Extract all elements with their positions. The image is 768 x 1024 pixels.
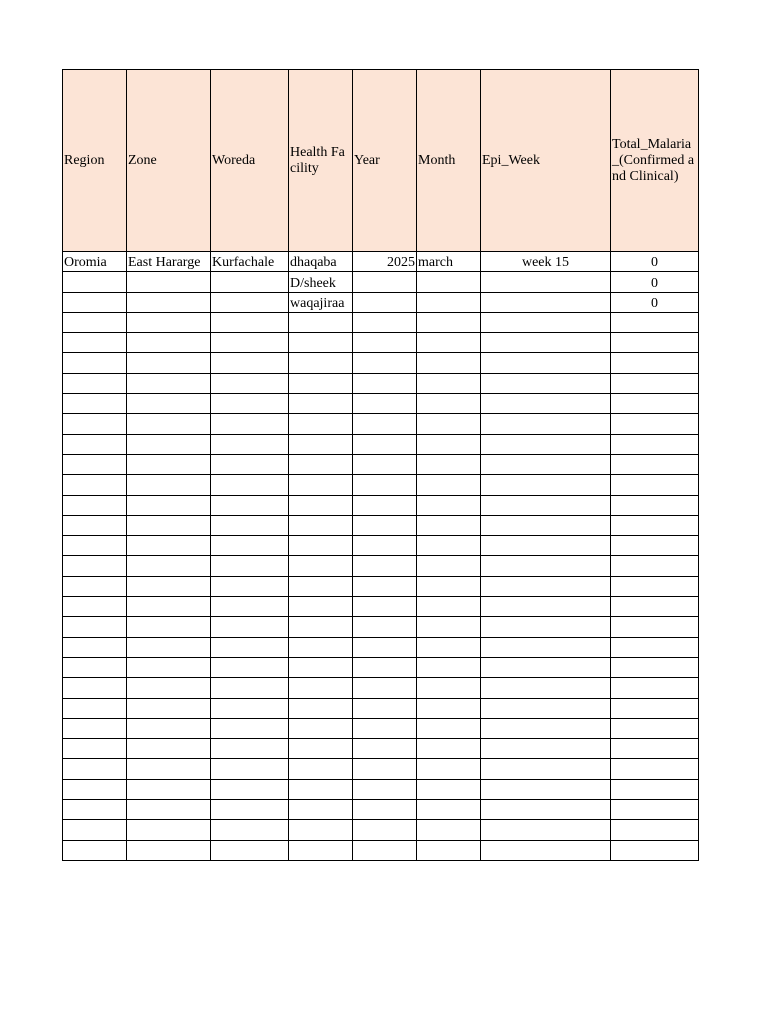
empty-cell[interactable] bbox=[289, 840, 353, 860]
cell-health-facility[interactable]: D/sheek bbox=[289, 272, 353, 292]
table-body bbox=[63, 252, 699, 861]
table-row bbox=[63, 657, 699, 677]
empty-cell[interactable] bbox=[211, 353, 289, 373]
empty-cell[interactable] bbox=[611, 556, 699, 576]
empty-cell[interactable] bbox=[211, 312, 289, 332]
empty-cell[interactable] bbox=[289, 394, 353, 414]
cell-region[interactable] bbox=[63, 272, 127, 292]
header-total-malaria[interactable]: Total_Malaria_(Confirmed and Clinical) bbox=[611, 70, 699, 252]
table-row bbox=[63, 536, 699, 556]
empty-cell[interactable] bbox=[211, 373, 289, 393]
empty-cell[interactable] bbox=[63, 333, 127, 353]
empty-cell[interactable] bbox=[353, 576, 417, 596]
empty-cell[interactable] bbox=[211, 495, 289, 515]
empty-cell[interactable] bbox=[127, 779, 211, 799]
empty-cell[interactable] bbox=[417, 373, 481, 393]
table-row bbox=[63, 272, 699, 292]
empty-cell[interactable] bbox=[63, 475, 127, 495]
table-row bbox=[63, 678, 699, 698]
empty-cell[interactable] bbox=[417, 536, 481, 556]
empty-cell[interactable] bbox=[63, 637, 127, 657]
empty-cell[interactable] bbox=[63, 515, 127, 535]
empty-cell[interactable] bbox=[289, 576, 353, 596]
cell-year[interactable] bbox=[353, 292, 417, 312]
empty-cell[interactable] bbox=[353, 353, 417, 373]
empty-cell[interactable] bbox=[353, 759, 417, 779]
empty-cell[interactable] bbox=[63, 434, 127, 454]
cell-epi-week[interactable] bbox=[481, 292, 611, 312]
empty-cell[interactable] bbox=[611, 657, 699, 677]
empty-cell[interactable] bbox=[481, 434, 611, 454]
empty-cell[interactable] bbox=[63, 840, 127, 860]
empty-cell[interactable] bbox=[353, 678, 417, 698]
empty-cell[interactable] bbox=[481, 475, 611, 495]
table-row bbox=[63, 353, 699, 373]
empty-cell[interactable] bbox=[289, 678, 353, 698]
empty-cell[interactable] bbox=[211, 434, 289, 454]
table-row bbox=[63, 739, 699, 759]
table-row bbox=[63, 373, 699, 393]
empty-cell[interactable] bbox=[289, 312, 353, 332]
empty-cell[interactable] bbox=[611, 454, 699, 474]
empty-cell[interactable] bbox=[481, 800, 611, 820]
empty-cell[interactable] bbox=[481, 637, 611, 657]
empty-cell[interactable] bbox=[611, 820, 699, 840]
empty-cell[interactable] bbox=[417, 779, 481, 799]
empty-cell[interactable] bbox=[611, 495, 699, 515]
empty-cell[interactable] bbox=[211, 718, 289, 738]
header-epi-week[interactable]: Epi_Week bbox=[481, 70, 611, 252]
empty-cell[interactable] bbox=[211, 536, 289, 556]
empty-cell[interactable] bbox=[417, 840, 481, 860]
empty-cell[interactable] bbox=[289, 495, 353, 515]
empty-cell[interactable] bbox=[289, 597, 353, 617]
empty-cell[interactable] bbox=[417, 576, 481, 596]
empty-cell[interactable] bbox=[289, 820, 353, 840]
empty-cell[interactable] bbox=[127, 414, 211, 434]
empty-cell[interactable] bbox=[211, 840, 289, 860]
empty-cell[interactable] bbox=[289, 800, 353, 820]
empty-cell[interactable] bbox=[127, 556, 211, 576]
table-row bbox=[63, 820, 699, 840]
empty-cell[interactable] bbox=[289, 333, 353, 353]
empty-cell[interactable] bbox=[353, 373, 417, 393]
empty-cell[interactable] bbox=[481, 779, 611, 799]
table-row bbox=[63, 617, 699, 637]
empty-cell[interactable] bbox=[63, 414, 127, 434]
empty-cell[interactable] bbox=[417, 556, 481, 576]
empty-cell[interactable] bbox=[289, 698, 353, 718]
empty-cell[interactable] bbox=[127, 475, 211, 495]
empty-cell[interactable] bbox=[611, 576, 699, 596]
empty-cell[interactable] bbox=[289, 617, 353, 637]
empty-cell[interactable] bbox=[417, 434, 481, 454]
empty-cell[interactable] bbox=[481, 597, 611, 617]
empty-cell[interactable] bbox=[63, 454, 127, 474]
cell-region[interactable]: Oromia bbox=[63, 252, 127, 272]
empty-cell[interactable] bbox=[127, 454, 211, 474]
empty-cell[interactable] bbox=[127, 617, 211, 637]
empty-cell[interactable] bbox=[611, 678, 699, 698]
empty-cell[interactable] bbox=[417, 597, 481, 617]
empty-cell[interactable] bbox=[211, 597, 289, 617]
empty-cell[interactable] bbox=[611, 312, 699, 332]
empty-cell[interactable] bbox=[63, 800, 127, 820]
empty-cell[interactable] bbox=[63, 698, 127, 718]
empty-cell[interactable] bbox=[481, 495, 611, 515]
empty-cell[interactable] bbox=[353, 698, 417, 718]
empty-cell[interactable] bbox=[417, 333, 481, 353]
empty-cell[interactable] bbox=[127, 820, 211, 840]
empty-cell[interactable] bbox=[127, 759, 211, 779]
empty-cell[interactable] bbox=[353, 657, 417, 677]
empty-cell[interactable] bbox=[211, 576, 289, 596]
empty-cell[interactable] bbox=[63, 597, 127, 617]
empty-cell[interactable] bbox=[353, 617, 417, 637]
empty-cell[interactable] bbox=[417, 414, 481, 434]
table-row bbox=[63, 495, 699, 515]
empty-cell[interactable] bbox=[289, 739, 353, 759]
empty-cell[interactable] bbox=[353, 820, 417, 840]
cell-region[interactable] bbox=[63, 292, 127, 312]
empty-cell[interactable] bbox=[127, 800, 211, 820]
empty-cell[interactable] bbox=[611, 414, 699, 434]
empty-cell[interactable] bbox=[481, 312, 611, 332]
empty-cell[interactable] bbox=[481, 657, 611, 677]
empty-cell[interactable] bbox=[63, 394, 127, 414]
empty-cell[interactable] bbox=[127, 333, 211, 353]
table-row bbox=[63, 718, 699, 738]
empty-cell[interactable] bbox=[211, 515, 289, 535]
empty-cell[interactable] bbox=[353, 333, 417, 353]
empty-cell[interactable] bbox=[211, 333, 289, 353]
table-row bbox=[63, 698, 699, 718]
empty-cell[interactable] bbox=[211, 556, 289, 576]
empty-cell[interactable] bbox=[611, 698, 699, 718]
empty-cell[interactable] bbox=[127, 495, 211, 515]
empty-cell[interactable] bbox=[353, 434, 417, 454]
empty-cell[interactable] bbox=[611, 759, 699, 779]
empty-cell[interactable] bbox=[289, 515, 353, 535]
empty-cell[interactable] bbox=[127, 840, 211, 860]
empty-cell[interactable] bbox=[289, 454, 353, 474]
empty-cell[interactable] bbox=[211, 454, 289, 474]
cell-month[interactable] bbox=[417, 292, 481, 312]
cell-zone[interactable]: East Hararge bbox=[127, 252, 211, 272]
table-row bbox=[63, 556, 699, 576]
empty-cell[interactable] bbox=[481, 333, 611, 353]
empty-cell[interactable] bbox=[63, 373, 127, 393]
empty-cell[interactable] bbox=[481, 454, 611, 474]
empty-cell[interactable] bbox=[353, 536, 417, 556]
cell-month[interactable]: march bbox=[417, 252, 481, 272]
empty-cell[interactable] bbox=[289, 718, 353, 738]
empty-cell[interactable] bbox=[289, 414, 353, 434]
empty-cell[interactable] bbox=[353, 637, 417, 657]
empty-cell[interactable] bbox=[353, 475, 417, 495]
empty-cell[interactable] bbox=[417, 475, 481, 495]
cell-woreda[interactable] bbox=[211, 292, 289, 312]
cell-year[interactable]: 2025 bbox=[353, 252, 417, 272]
cell-zone[interactable] bbox=[127, 272, 211, 292]
empty-cell[interactable] bbox=[211, 394, 289, 414]
empty-cell[interactable] bbox=[211, 759, 289, 779]
empty-cell[interactable] bbox=[211, 678, 289, 698]
empty-cell[interactable] bbox=[63, 495, 127, 515]
header-region[interactable]: Region bbox=[63, 70, 127, 252]
empty-cell[interactable] bbox=[481, 373, 611, 393]
empty-cell[interactable] bbox=[289, 759, 353, 779]
table-row bbox=[63, 333, 699, 353]
empty-cell[interactable] bbox=[63, 739, 127, 759]
empty-cell[interactable] bbox=[417, 739, 481, 759]
malaria-report-table bbox=[62, 69, 699, 861]
empty-cell[interactable] bbox=[417, 617, 481, 637]
empty-cell[interactable] bbox=[127, 353, 211, 373]
table-row bbox=[63, 414, 699, 434]
table-row bbox=[63, 475, 699, 495]
empty-cell[interactable] bbox=[417, 820, 481, 840]
empty-cell[interactable] bbox=[127, 515, 211, 535]
empty-cell[interactable] bbox=[611, 739, 699, 759]
empty-cell[interactable] bbox=[211, 739, 289, 759]
table-row bbox=[63, 759, 699, 779]
table-row bbox=[63, 840, 699, 860]
empty-cell[interactable] bbox=[289, 434, 353, 454]
cell-woreda[interactable]: Kurfachale bbox=[211, 252, 289, 272]
table-row bbox=[63, 394, 699, 414]
empty-cell[interactable] bbox=[417, 698, 481, 718]
empty-cell[interactable] bbox=[481, 394, 611, 414]
empty-cell[interactable] bbox=[353, 312, 417, 332]
empty-cell[interactable] bbox=[353, 718, 417, 738]
empty-cell[interactable] bbox=[481, 515, 611, 535]
empty-cell[interactable] bbox=[417, 515, 481, 535]
empty-cell[interactable] bbox=[353, 454, 417, 474]
table-row bbox=[63, 515, 699, 535]
empty-cell[interactable] bbox=[353, 414, 417, 434]
cell-epi-week[interactable] bbox=[481, 272, 611, 292]
empty-cell[interactable] bbox=[127, 698, 211, 718]
cell-epi-week[interactable]: week 15 bbox=[481, 252, 611, 272]
empty-cell[interactable] bbox=[353, 495, 417, 515]
empty-cell[interactable] bbox=[611, 333, 699, 353]
empty-cell[interactable] bbox=[63, 779, 127, 799]
empty-cell[interactable] bbox=[289, 779, 353, 799]
empty-cell[interactable] bbox=[289, 657, 353, 677]
empty-cell[interactable] bbox=[63, 353, 127, 373]
empty-cell[interactable] bbox=[63, 657, 127, 677]
header-row bbox=[63, 70, 699, 252]
spreadsheet-page bbox=[62, 69, 698, 861]
empty-cell[interactable] bbox=[63, 820, 127, 840]
empty-cell[interactable] bbox=[211, 779, 289, 799]
empty-cell[interactable] bbox=[611, 373, 699, 393]
empty-cell[interactable] bbox=[63, 678, 127, 698]
empty-cell[interactable] bbox=[127, 576, 211, 596]
cell-zone[interactable] bbox=[127, 292, 211, 312]
table-row bbox=[63, 576, 699, 596]
table-row bbox=[63, 312, 699, 332]
empty-cell[interactable] bbox=[481, 678, 611, 698]
empty-cell[interactable] bbox=[481, 739, 611, 759]
cell-month[interactable] bbox=[417, 272, 481, 292]
empty-cell[interactable] bbox=[481, 840, 611, 860]
empty-cell[interactable] bbox=[127, 434, 211, 454]
cell-woreda[interactable] bbox=[211, 272, 289, 292]
empty-cell[interactable] bbox=[611, 434, 699, 454]
empty-cell[interactable] bbox=[417, 657, 481, 677]
empty-cell[interactable] bbox=[611, 779, 699, 799]
empty-cell[interactable] bbox=[127, 536, 211, 556]
empty-cell[interactable] bbox=[211, 698, 289, 718]
empty-cell[interactable] bbox=[63, 556, 127, 576]
empty-cell[interactable] bbox=[353, 739, 417, 759]
empty-cell[interactable] bbox=[127, 718, 211, 738]
empty-cell[interactable] bbox=[611, 353, 699, 373]
empty-cell[interactable] bbox=[63, 759, 127, 779]
cell-year[interactable] bbox=[353, 272, 417, 292]
empty-cell[interactable] bbox=[611, 536, 699, 556]
empty-cell[interactable] bbox=[353, 515, 417, 535]
empty-cell[interactable] bbox=[211, 617, 289, 637]
empty-cell[interactable] bbox=[481, 536, 611, 556]
empty-cell[interactable] bbox=[417, 353, 481, 373]
empty-cell[interactable] bbox=[211, 475, 289, 495]
empty-cell[interactable] bbox=[353, 800, 417, 820]
table-row bbox=[63, 779, 699, 799]
empty-cell[interactable] bbox=[127, 597, 211, 617]
empty-cell[interactable] bbox=[611, 394, 699, 414]
empty-cell[interactable] bbox=[481, 576, 611, 596]
empty-cell[interactable] bbox=[289, 373, 353, 393]
empty-cell[interactable] bbox=[353, 556, 417, 576]
empty-cell[interactable] bbox=[417, 454, 481, 474]
empty-cell[interactable] bbox=[417, 312, 481, 332]
cell-health-facility[interactable]: dhaqaba bbox=[289, 252, 353, 272]
empty-cell[interactable] bbox=[481, 414, 611, 434]
empty-cell[interactable] bbox=[481, 718, 611, 738]
header-health-facility[interactable]: Health Facility bbox=[289, 70, 353, 252]
empty-cell[interactable] bbox=[211, 657, 289, 677]
empty-cell[interactable] bbox=[127, 394, 211, 414]
empty-cell[interactable] bbox=[211, 414, 289, 434]
empty-cell[interactable] bbox=[481, 353, 611, 373]
header-year[interactable]: Year bbox=[353, 70, 417, 252]
empty-cell[interactable] bbox=[481, 820, 611, 840]
empty-cell[interactable] bbox=[127, 657, 211, 677]
cell-health-facility[interactable]: waqajiraa bbox=[289, 292, 353, 312]
empty-cell[interactable] bbox=[417, 759, 481, 779]
empty-cell[interactable] bbox=[417, 678, 481, 698]
cell-total-malaria[interactable]: 0 bbox=[611, 272, 699, 292]
empty-cell[interactable] bbox=[63, 617, 127, 637]
empty-cell[interactable] bbox=[127, 637, 211, 657]
empty-cell[interactable] bbox=[611, 637, 699, 657]
empty-cell[interactable] bbox=[353, 779, 417, 799]
empty-cell[interactable] bbox=[63, 536, 127, 556]
empty-cell[interactable] bbox=[417, 394, 481, 414]
empty-cell[interactable] bbox=[611, 597, 699, 617]
empty-cell[interactable] bbox=[611, 515, 699, 535]
empty-cell[interactable] bbox=[417, 495, 481, 515]
empty-cell[interactable] bbox=[417, 637, 481, 657]
empty-cell[interactable] bbox=[211, 637, 289, 657]
empty-cell[interactable] bbox=[611, 475, 699, 495]
cell-total-malaria[interactable]: 0 bbox=[611, 252, 699, 272]
empty-cell[interactable] bbox=[63, 312, 127, 332]
empty-cell[interactable] bbox=[611, 800, 699, 820]
table-row bbox=[63, 597, 699, 617]
empty-cell[interactable] bbox=[211, 800, 289, 820]
empty-cell[interactable] bbox=[611, 617, 699, 637]
empty-cell[interactable] bbox=[481, 698, 611, 718]
empty-cell[interactable] bbox=[127, 312, 211, 332]
empty-cell[interactable] bbox=[211, 820, 289, 840]
empty-cell[interactable] bbox=[481, 556, 611, 576]
empty-cell[interactable] bbox=[289, 475, 353, 495]
empty-cell[interactable] bbox=[417, 718, 481, 738]
empty-cell[interactable] bbox=[289, 637, 353, 657]
empty-cell[interactable] bbox=[353, 394, 417, 414]
empty-cell[interactable] bbox=[289, 556, 353, 576]
table-row bbox=[63, 292, 699, 312]
table-row bbox=[63, 800, 699, 820]
empty-cell[interactable] bbox=[481, 617, 611, 637]
empty-cell[interactable] bbox=[611, 718, 699, 738]
table-row bbox=[63, 637, 699, 657]
empty-cell[interactable] bbox=[417, 800, 481, 820]
empty-cell[interactable] bbox=[127, 678, 211, 698]
empty-cell[interactable] bbox=[481, 759, 611, 779]
empty-cell[interactable] bbox=[127, 373, 211, 393]
empty-cell[interactable] bbox=[289, 353, 353, 373]
empty-cell[interactable] bbox=[63, 718, 127, 738]
table-row bbox=[63, 454, 699, 474]
table-row bbox=[63, 252, 699, 272]
header-woreda[interactable]: Woreda bbox=[211, 70, 289, 252]
empty-cell[interactable] bbox=[353, 840, 417, 860]
empty-cell[interactable] bbox=[63, 576, 127, 596]
cell-total-malaria[interactable]: 0 bbox=[611, 292, 699, 312]
empty-cell[interactable] bbox=[127, 739, 211, 759]
empty-cell[interactable] bbox=[611, 840, 699, 860]
empty-cell[interactable] bbox=[289, 536, 353, 556]
empty-cell[interactable] bbox=[353, 597, 417, 617]
header-zone[interactable]: Zone bbox=[127, 70, 211, 252]
table-row bbox=[63, 434, 699, 454]
header-month[interactable]: Month bbox=[417, 70, 481, 252]
